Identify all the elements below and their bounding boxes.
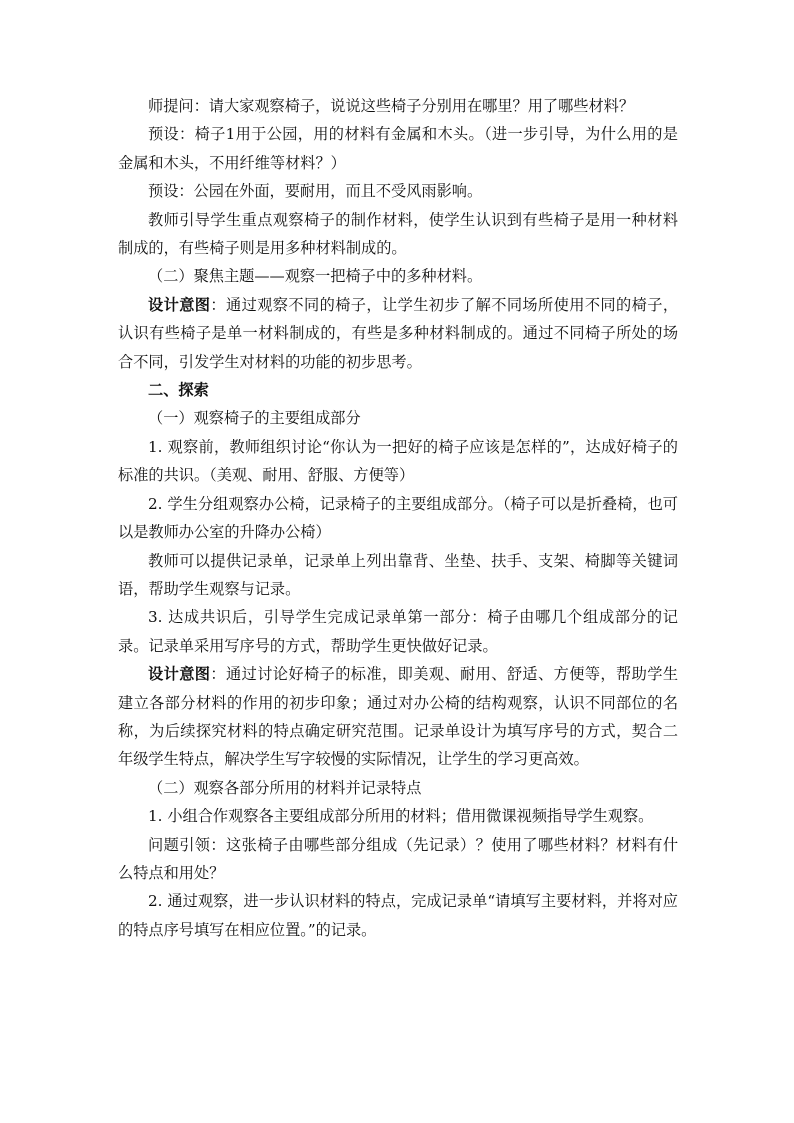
document-body (118, 92, 678, 944)
design-intent-label: 设计意图 (148, 665, 211, 684)
paragraph-teacher-guidance: 教师引导学生重点观察椅子的制作材料，使学生认识到有些椅子是用一种材料制成的，有些椅子则是用多种材料制成的。 (118, 210, 678, 258)
paragraph-group-observe: 1. 小组合作观察各主要组成部分所用的材料；借用微课视频指导学生观察。 (148, 807, 654, 826)
design-intent-text: ：通过观察不同的椅子，让学生初步了解不同场所使用不同的椅子，认识有些椅子是单一材料制成的，有些是多种材料制成的。通过不同椅子所处的场合不同，引发学生对材料的功能的初步思考。 (118, 295, 679, 371)
design-intent-label: 设计意图 (148, 295, 211, 314)
section-heading-explore: 二、探索 (148, 381, 209, 400)
paragraph-step-2: 2. 学生分组观察办公椅，记录椅子的主要组成部分。（椅子可以是折叠椅，也可以是教师办公室的升降办公椅） (118, 494, 678, 542)
paragraph-design-intent-1 (118, 291, 678, 376)
paragraph-record-sheet: 教师可以提供记录单，记录单上列出靠背、坐垫、扶手、支架、椅脚等关键词语，帮助学生观察与记录。 (118, 551, 678, 598)
subsection-heading-main-parts: （一）观察椅子的主要组成部分 (148, 409, 361, 428)
paragraph-teacher-question: 师提问：请大家观察椅子，说说这些椅子分别用在哪里？用了哪些材料？ (148, 97, 634, 115)
paragraph-focus-topic: （二）聚焦主题——观察一把椅子中的多种材料。 (148, 267, 483, 286)
subsection-heading-materials: （二）观察各部分所用的材料并记录特点 (148, 778, 422, 797)
paragraph-question-guide: 问题引领：这张椅子由哪些部分组成（先记录）？使用了哪些材料？材料有什么特点和用处？ (118, 835, 678, 882)
paragraph-step-3: 3. 达成共识后，引导学生完成记录单第一部分：椅子由哪几个组成部分的记录。记录单采用写序号的方式，帮助学生更快做好记录。 (118, 608, 678, 655)
paragraph-complete-record: 2. 通过观察，进一步认识材料的特点，完成记录单“请填写主要材料，并将对应的特点序号填写在相应位置。”的记录。 (118, 892, 678, 939)
paragraph-step-1: 1. 观察前，教师组织讨论“你认为一把好的椅子应该是怎样的”，达成好椅子的标准的共识。（美观、耐用、舒服、方便等） (118, 437, 678, 485)
paragraph-preset-1: 预设：椅子1用于公园，用的材料有金属和木头。（进一步引导，为什么用的是金属和木头，不用纤维等材料？） (118, 125, 678, 172)
paragraph-design-intent-2 (118, 660, 678, 774)
design-intent-text: ：通过讨论好椅子的标准，即美观、耐用、舒适、方便等，帮助学生建立各部分材料的作用的初步印象；通过对办公椅的结构观察，认识不同部位的名称，为后续探究材料的特点确定研究范围。记录单设计为填写序号的方式，契合二年级学生特点，解决学生写字较慢的实际情况，让学生的学习更高效。 (118, 665, 679, 769)
paragraph-preset-2: 预设：公园在外面，要耐用，而且不受风雨影响。 (148, 182, 483, 201)
